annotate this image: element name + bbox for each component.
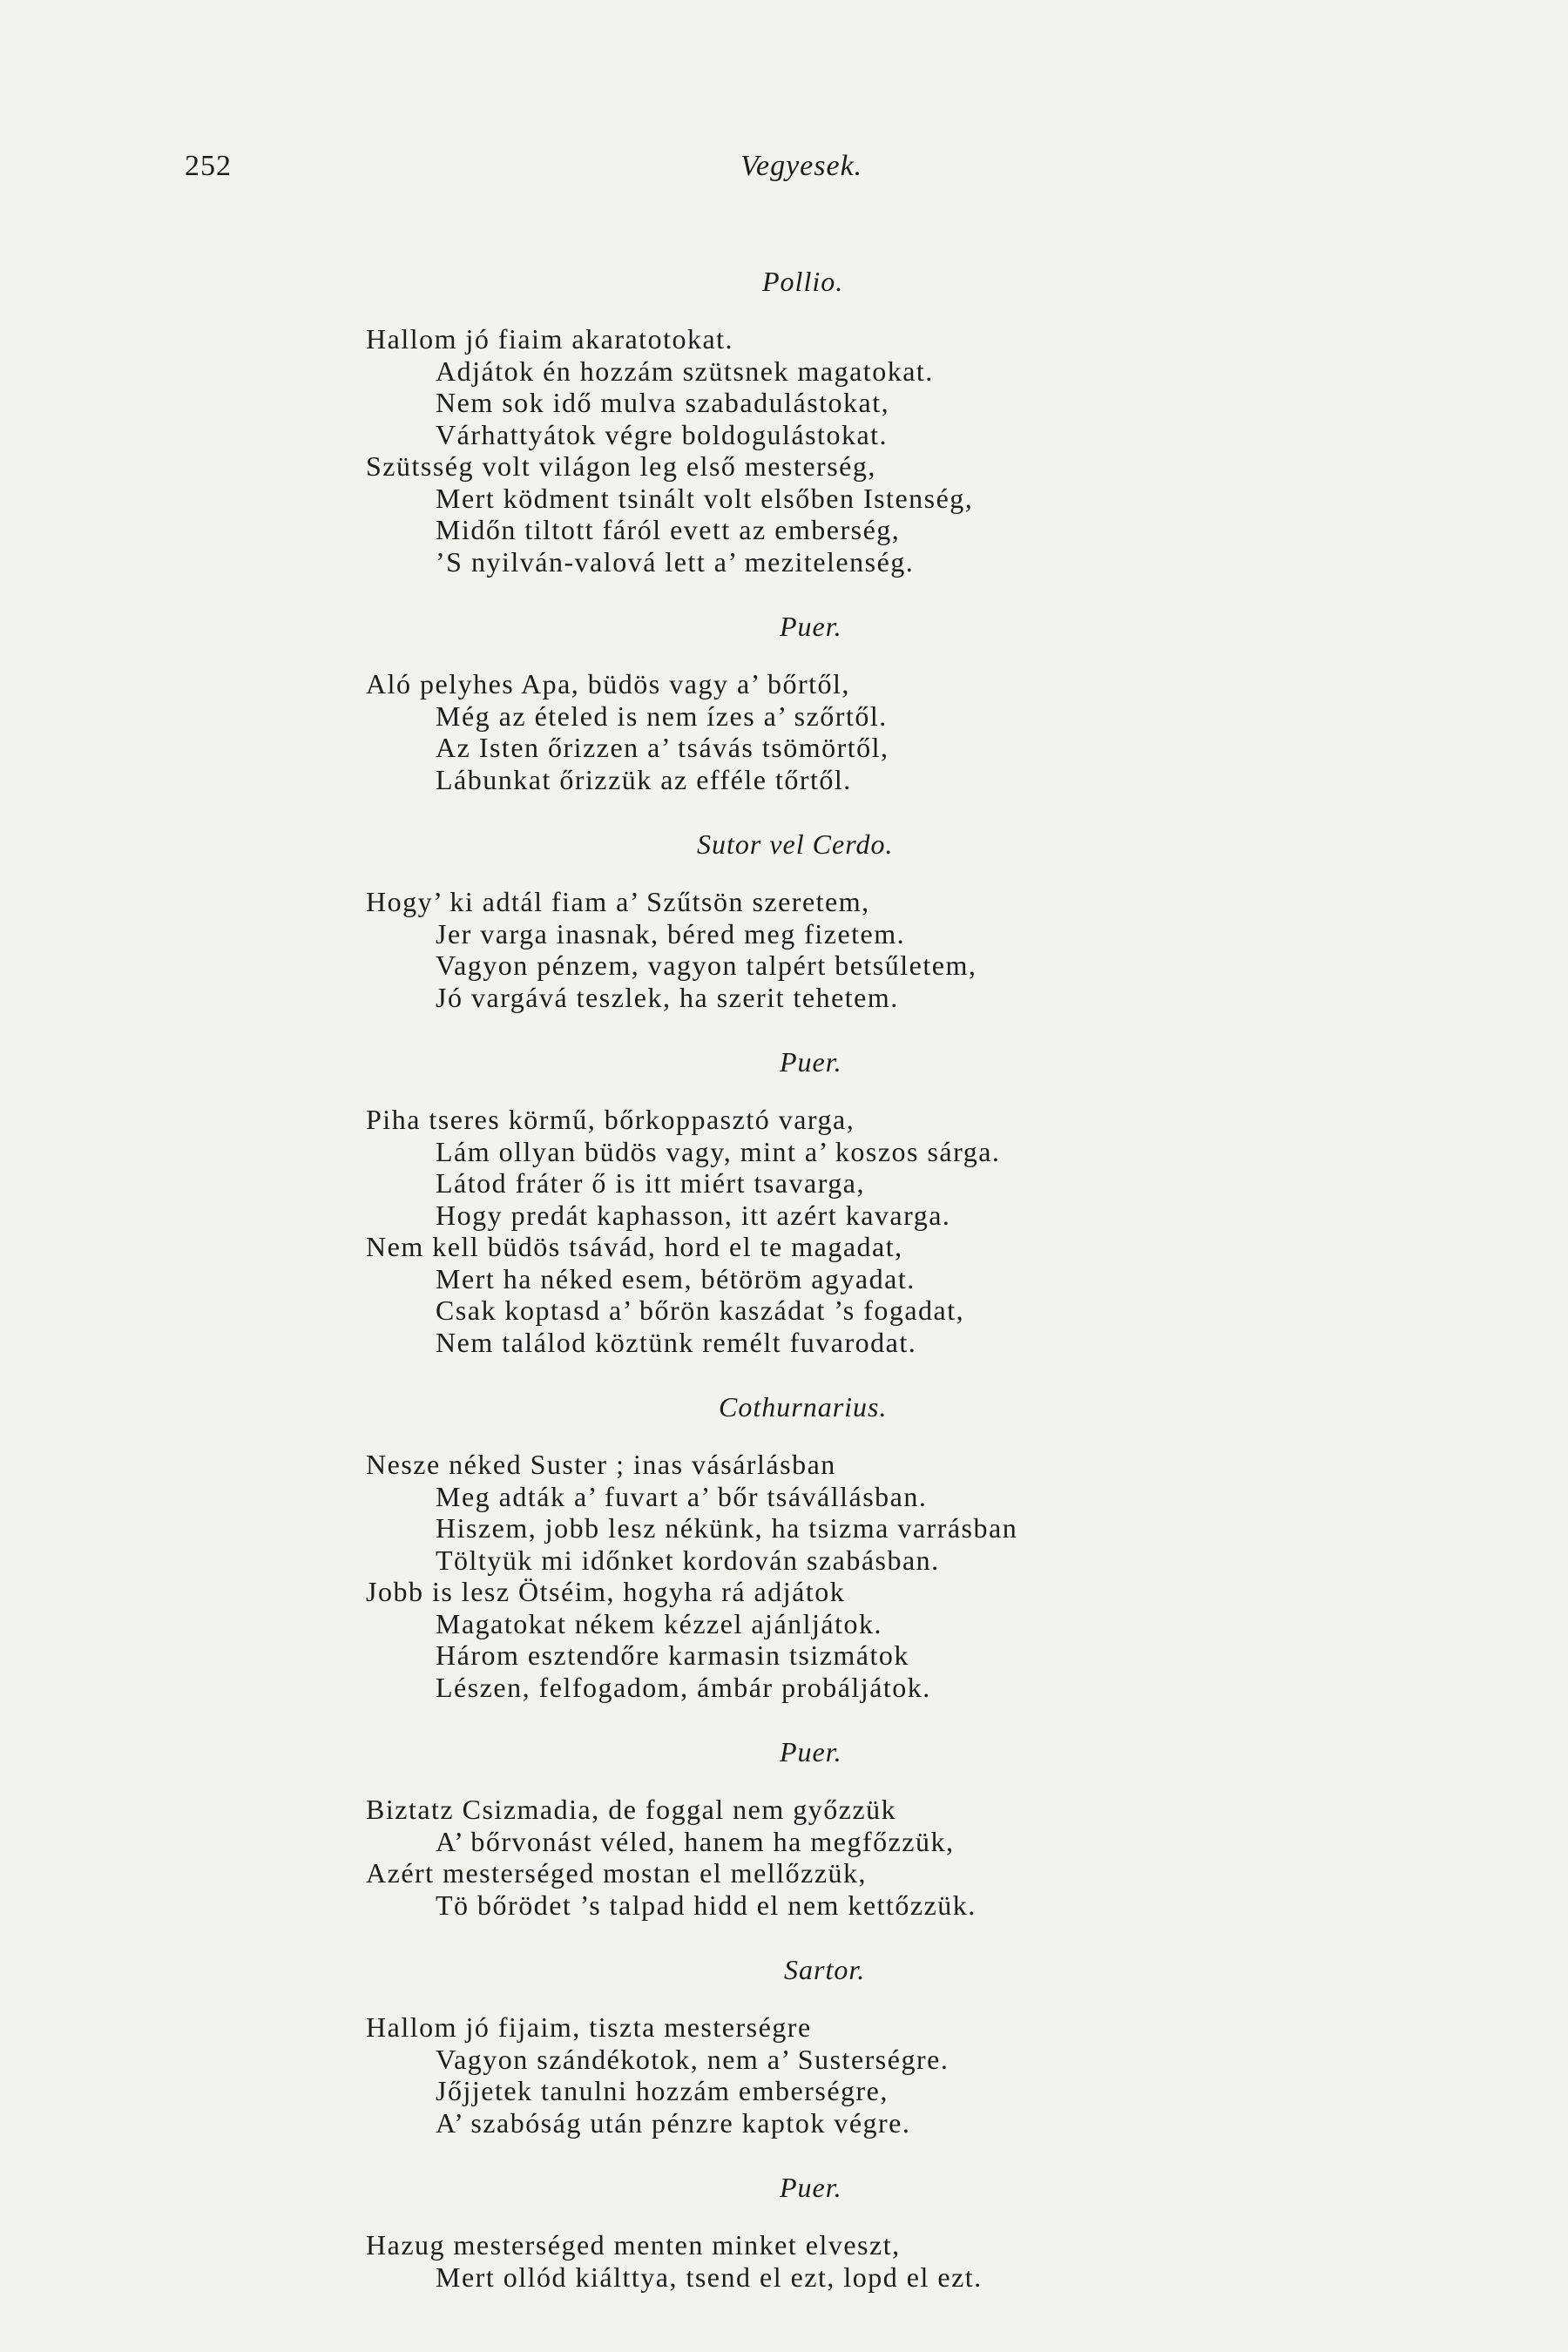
stanza-gap bbox=[0, 1358, 1568, 1391]
verse-line: Az Isten őrizzen a’ tsávás tsömörtől, bbox=[436, 732, 889, 763]
verse-line: Még az ételed is nem ízes a’ szőrtől. bbox=[436, 700, 888, 732]
verse-line: Midőn tiltott fáról evett az emberség, bbox=[436, 514, 901, 545]
verse-line: Jobb is lesz Ötséim, hogyha rá adjátok bbox=[366, 1576, 846, 1607]
verse-line: Adjátok én hozzám szütsnek magatokat. bbox=[436, 355, 934, 387]
stanza-gap bbox=[0, 1921, 1568, 1954]
verse-line: Vagyon pénzem, vagyon talpért betsűletem, bbox=[436, 950, 977, 981]
verse-line: Mert ollód kiálttya, tsend el ezt, lopd el ezt. bbox=[436, 2261, 983, 2293]
verse-line: Piha tseres körmű, bőrkoppasztó varga, bbox=[366, 1104, 855, 1135]
poem-section bbox=[0, 2172, 1568, 2293]
verse-line: Nesze néked Suster ; inas vásárlásban bbox=[366, 1449, 836, 1480]
poem-section bbox=[0, 1046, 1568, 1358]
speaker-heading: Sutor vel Cerdo. bbox=[697, 828, 894, 860]
poem-section bbox=[0, 828, 1568, 1013]
poem-section bbox=[0, 611, 1568, 795]
verse-line: Azért mesterséged mostan el mellőzzük, bbox=[366, 1857, 868, 1889]
speaker-heading: Puer. bbox=[780, 2172, 842, 2203]
verse-line: Hallom jó fiaim akaratotokat. bbox=[366, 323, 734, 355]
verse-line: A’ szabóság után pénzre kaptok végre. bbox=[436, 2106, 911, 2139]
verse-line: Várhattyátok végre boldogulástokat. bbox=[436, 418, 889, 450]
stanza-gap bbox=[0, 578, 1568, 611]
speaker-heading: Sartor. bbox=[784, 1954, 866, 1985]
verse-line: Meg adták a’ fuvart a’ bőr tsávállásban. bbox=[436, 1480, 928, 1512]
verse-line: Hiszem, jobb lesz nékünk, ha tsizma varrásban bbox=[436, 1512, 1018, 1544]
speaker-heading: Puer. bbox=[780, 1046, 842, 1078]
verse-line: Hogy’ ki adtál fiam a’ Szűtsön szeretem, bbox=[366, 886, 870, 917]
poem-section bbox=[0, 266, 1568, 578]
verse-line: Három esztendőre karmasin tsizmátok bbox=[436, 1639, 909, 1671]
verse-line: Mert ha néked esem, bétöröm agyadat. bbox=[436, 1262, 916, 1294]
verse-line: Aló pelyhes Apa, büdös vagy a’ bőrtől, bbox=[366, 668, 850, 700]
verse-line: Nem találod köztünk remélt fuvarodat. bbox=[436, 1326, 917, 1358]
poem-section bbox=[0, 1391, 1568, 1703]
verse-line: Magatokat nékem kézzel ajánljátok. bbox=[436, 1607, 883, 1639]
verse-line: Mert ködment tsinált volt elsőben Istenség, bbox=[436, 482, 974, 514]
page-number: 252 bbox=[185, 150, 232, 182]
running-title: Vegyesek. bbox=[740, 150, 863, 182]
verse-line: Jer varga inasnak, béred meg fizetem. bbox=[436, 917, 906, 950]
stanza-gap bbox=[0, 1013, 1568, 1046]
speaker-heading: Puer. bbox=[780, 611, 842, 642]
verse-line: Vagyon szándékotok, nem a’ Susterségre. bbox=[436, 2043, 950, 2075]
verse-line: Jó vargává teszlek, ha szerit tehetem. bbox=[436, 981, 899, 1013]
poem-body bbox=[0, 266, 1568, 2293]
poem-section bbox=[0, 1954, 1568, 2139]
verse-line: Lám ollyan büdös vagy, mint a’ koszos sárga. bbox=[436, 1135, 1001, 1167]
verse-line: ’S nyilván-valová lett a’ mezitelenség. bbox=[436, 545, 915, 578]
speaker-heading: Pollio. bbox=[762, 266, 844, 297]
verse-line: Nem sok idő mulva szabadulástokat, bbox=[436, 387, 890, 418]
stanza-gap bbox=[0, 795, 1568, 828]
verse-line: Hogy predát kaphasson, itt azért kavarga. bbox=[436, 1199, 951, 1231]
verse-line: Hallom jó fijaim, tiszta mesterségre bbox=[366, 2011, 812, 2043]
stanza-gap bbox=[0, 2139, 1568, 2172]
verse-line: Biztatz Csizmadia, de foggal nem győzzük bbox=[366, 1794, 897, 1825]
verse-line: Hazug mesterséged menten minket elveszt, bbox=[366, 2229, 901, 2261]
verse-line: Tö bőrödet ’s talpad hidd el nem kettőzzük. bbox=[436, 1889, 977, 1921]
verse-line: Csak koptasd a’ bőrön kaszádat ’s fogadat, bbox=[436, 1294, 965, 1326]
stanza-gap bbox=[0, 1703, 1568, 1736]
speaker-heading: Cothurnarius. bbox=[719, 1391, 888, 1423]
verse-line: Lábunkat őrizzük az efféle tőrtől. bbox=[436, 763, 852, 795]
verse-line: Töltyük mi időnket kordován szabásban. bbox=[436, 1544, 940, 1576]
verse-line: A’ bőrvonást véled, hanem ha megfőzzük, bbox=[436, 1825, 955, 1857]
page-header bbox=[0, 150, 1568, 193]
verse-line: Nem kell büdös tsávád, hord el te magadat, bbox=[366, 1231, 903, 1262]
speaker-heading: Puer. bbox=[780, 1736, 842, 1767]
poem-section bbox=[0, 1736, 1568, 1921]
verse-line: Látod fráter ő is itt miért tsavarga, bbox=[436, 1167, 865, 1199]
verse-line: Lészen, felfogadom, ámbár probáljátok. bbox=[436, 1671, 931, 1703]
verse-line: Jőjjetek tanulni hozzám emberségre, bbox=[436, 2075, 889, 2106]
verse-line: Szütsség volt világon leg első mesterség, bbox=[366, 450, 876, 482]
